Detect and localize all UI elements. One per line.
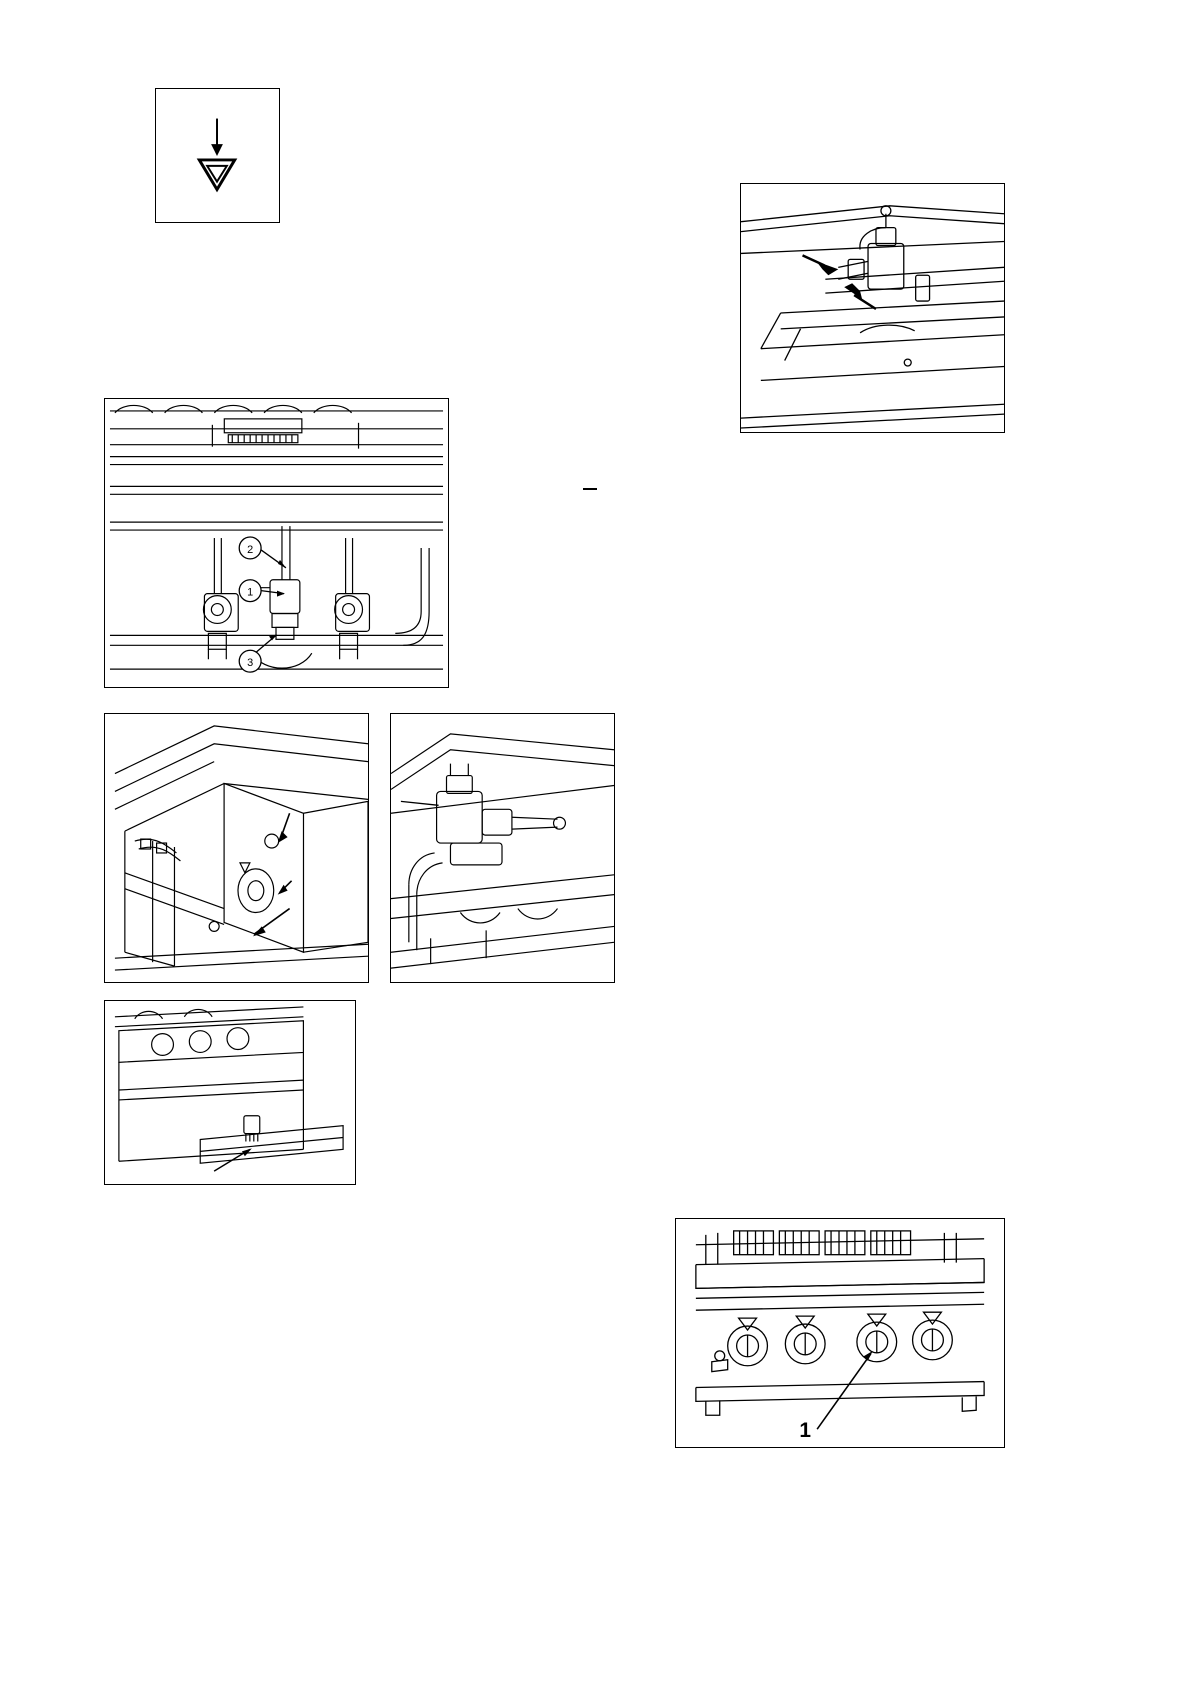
manifold-assembly-photo — [104, 398, 449, 688]
range-front-view-drawing — [676, 1219, 1004, 1447]
control-panel-knob-photo — [104, 713, 369, 983]
control-panel-knob-drawing — [105, 714, 368, 982]
valve-stem-side-drawing — [391, 714, 614, 982]
appliance-front-lower-photo — [104, 1000, 356, 1185]
gas-valve-detail-drawing — [741, 184, 1004, 432]
manifold-callout-2-text: 2 — [247, 543, 254, 556]
manifold-callout-3-text: 3 — [247, 657, 254, 670]
manifold-assembly-drawing — [105, 399, 448, 687]
gas-valve-detail-photo — [740, 183, 1005, 433]
manifold-callout-1-text: 1 — [247, 586, 254, 599]
warning-symbol-icon — [156, 89, 279, 222]
range-front-view-photo — [675, 1218, 1005, 1448]
page-dash-mark — [583, 488, 597, 490]
appliance-front-lower-drawing — [105, 1001, 355, 1184]
valve-stem-side-photo — [390, 713, 615, 983]
warning-symbol-box — [155, 88, 280, 223]
range-callout-1-label: 1 — [799, 1419, 812, 1443]
